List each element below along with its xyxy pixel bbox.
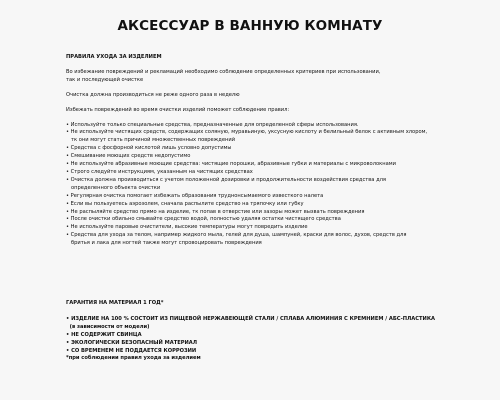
care-rules-list (66, 122, 486, 249)
guarantee-item-text: СО ВРЕМЕНЕМ НЕ ПОДДАЕТСЯ КОРРОЗИИ (71, 347, 197, 354)
care-rule-item (66, 201, 486, 209)
guarantee-item: • НЕ СОДЕРЖИТ СВИНЦА (66, 331, 142, 338)
care-rule-item (66, 177, 486, 193)
care-intro-line: Во избежание повреждений и рекламаций необходимо соблюдение определенных критериев при использовании, (66, 68, 381, 75)
care-rule-line: • Используйте только специальные средства, предназначенные для определенной сферы использования. (66, 122, 486, 130)
guarantee-item-text: НЕ СОДЕРЖИТ СВИНЦА (71, 331, 142, 338)
guarantee-item: • ЭКОЛОГИЧЕСКИ БЕЗОПАСНЫЙ МАТЕРИАЛ (66, 339, 198, 346)
care-rule-item (66, 153, 486, 161)
care-rule-line: • Смешивание моющих средств недопустимо (66, 153, 486, 161)
care-rule-line: • Не распыляйте средство прямо на изделие, тк попав в отверстие или зазоры может вызвать повреждения (66, 209, 486, 217)
guarantee-heading: ГАРАНТИЯ НА МАТЕРИАЛ 1 ГОД* (66, 300, 164, 306)
care-rule-item (66, 161, 486, 169)
care-rule-line: • Строго следуйте инструкциям, указанным на чистящих средствах (66, 169, 486, 177)
clean-frequency-text: Очистка должна производиться не реже одного раза в неделю (66, 91, 240, 98)
guarantee-item-text: (в зависимости от модели) (69, 323, 150, 330)
care-rule-line: • Не используйте паровые очистители, высокие температуры могут повредить изделие (66, 224, 486, 232)
care-rule-item (66, 145, 486, 153)
care-rule-line: • После очистки обильно смывайте средство водой, полностью удаляя остатки чистящего средства (66, 216, 486, 224)
care-rule-line: бритья и лака для ногтей также могут спровоцировать повреждения (71, 240, 262, 247)
care-rule-line: • Средства с фосфорной кислотой лишь условно допустимы (66, 145, 486, 153)
care-rule-line: • Средства для ухода за телом, например жидкого мыла, гелей для душа, шампуней, краски для волос, духов, средств для (66, 232, 486, 240)
guarantee-item: • ИЗДЕЛИЕ НА 100 % СОСТОИТ ИЗ ПИЩЕВОЙ НЕРЖАВЕЮЩЕЙ СТАЛИ / СПЛАВА АЛЮМИНИЯ С КРЕМНИЕМ / АБС-ПЛАСТИКА (66, 315, 436, 322)
care-rule-line: • Не используйте абразивные моющие средства: чистящие порошки, абразивные губки и материалы с микроволокнами (66, 161, 486, 169)
guarantee-item-text: ИЗДЕЛИЕ НА 100 % СОСТОИТ ИЗ ПИЩЕВОЙ НЕРЖАВЕЮЩЕЙ СТАЛИ / СПЛАВА АЛЮМИНИЯ С КРЕМНИЕМ / АБС-ПЛАСТИКА (71, 315, 436, 322)
care-rule-item (66, 129, 486, 145)
avoid-damage-text: Избежать повреждений во время очистки изделий поможет соблюдение правил: (66, 106, 290, 113)
care-rule-item (66, 232, 486, 248)
care-rule-line: • Очистка должна производиться с учетом положенной дозировки и продолжительности воздействия средства для (66, 177, 486, 185)
care-rule-line: • Если вы пользуетесь аэрозолем, сначала распылите средство на тряпочку или губку (66, 201, 486, 209)
care-rule-line: • Не используйте чистящих средств, содержащих соляную, муравьиную, уксусную кислоту и белильный белок с активным хлором, (66, 129, 486, 137)
page-title: АКСЕССУАР В ВАННУЮ КОМНАТУ (117, 18, 383, 34)
care-intro (66, 69, 486, 85)
guarantee-footnote: *при соблюдении правил ухода за изделием (66, 355, 201, 362)
guarantee-item-note (66, 324, 486, 332)
care-heading: ПРАВИЛА УХОДА ЗА ИЗДЕЛИЕМ (66, 54, 162, 60)
guarantee-item: • СО ВРЕМЕНЕМ НЕ ПОДДАЕТСЯ КОРРОЗИИ (66, 347, 197, 354)
guarantee-item-text: ЭКОЛОГИЧЕСКИ БЕЗОПАСНЫЙ МАТЕРИАЛ (71, 339, 198, 346)
care-rule-item (66, 193, 486, 201)
care-intro-line: так и последующей очистке (66, 76, 144, 83)
care-rule-line: • Регулярная очистка помогает избежать образования труднонсымаемого известкого налета (66, 193, 486, 201)
care-rule-line: тк они могут стать причиной множественных повреждений (71, 137, 236, 144)
care-section (66, 54, 486, 248)
care-rule-line: определенного объекта очистки (71, 184, 161, 191)
guarantee-section (66, 300, 486, 363)
care-rule-item (66, 169, 486, 177)
